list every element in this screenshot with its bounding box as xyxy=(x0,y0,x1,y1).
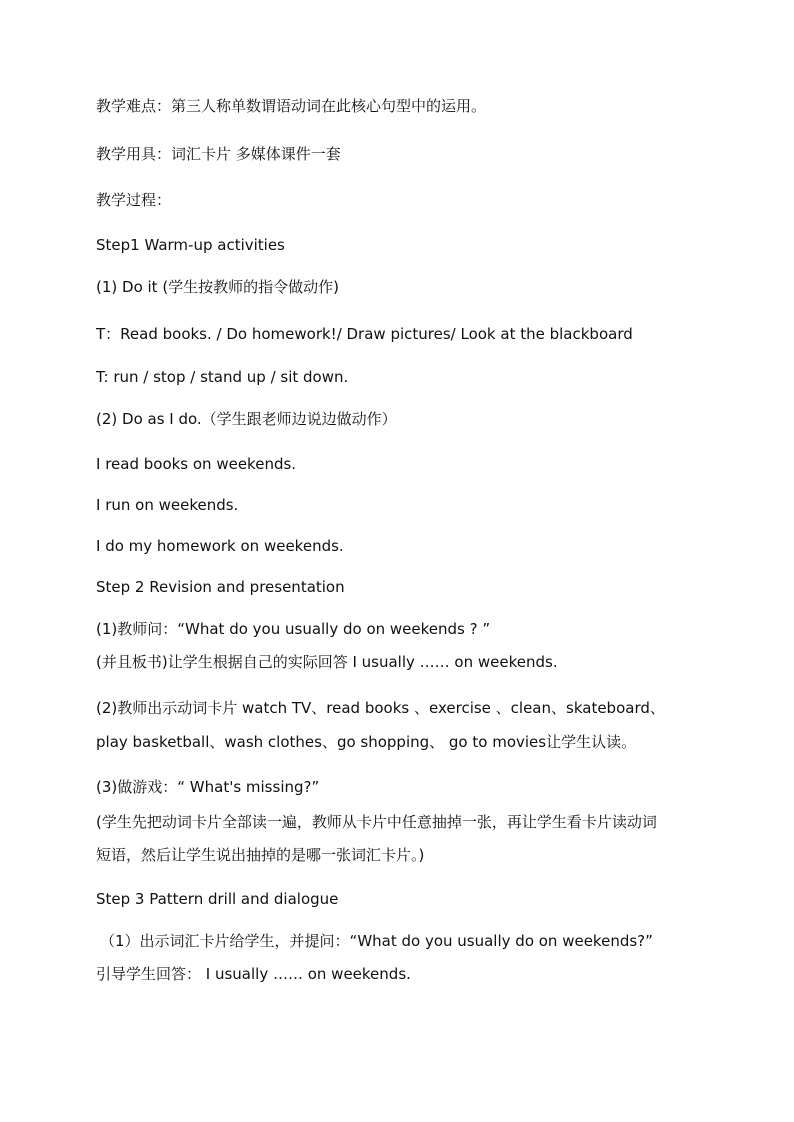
step3-heading: Step 3 Pattern drill and dialogue xyxy=(96,890,339,908)
step2-item3-desc-line1: (学生先把动词卡片全部读一遍，教师从卡片中任意抽掉一张，再让学生看卡片读动词 xyxy=(96,813,657,831)
teaching-aids: 教学用具：词汇卡片 多媒体课件一套 xyxy=(96,145,341,163)
example-sentence-2: I run on weekends. xyxy=(96,496,239,514)
step2-item3-desc-line2: 短语，然后让学生说出抽掉的是哪一张词汇卡片。) xyxy=(96,846,425,864)
step2-heading: Step 2 Revision and presentation xyxy=(96,578,345,596)
example-sentence-1: I read books on weekends. xyxy=(96,455,297,473)
example-sentence-3: I do my homework on weekends. xyxy=(96,537,344,555)
step3-item1-question: （1）出示词汇卡片给学生，并提问：“What do you usually do on weekends?” xyxy=(100,932,653,950)
teaching-process-heading: 教学过程： xyxy=(96,191,172,209)
step1-item2: (2) Do as I do.（学生跟老师边说边做动作） xyxy=(96,410,397,428)
step2-item2-line2: play basketball、wash clothes、go shopping、 go to movies让学生认读。 xyxy=(96,733,637,751)
step2-item3-game: (3)做游戏：“ What's missing?” xyxy=(96,778,320,796)
step2-item1-question: (1)教师问：“What do you usually do on weekends ? ” xyxy=(96,620,491,638)
step1-commands-line1: T：Read books. / Do homework!/ Draw pictures/ Look at the blackboard xyxy=(96,325,633,343)
step2-item1-answer: (并且板书)让学生根据自己的实际回答 I usually …… on weekends. xyxy=(96,653,558,671)
step2-item2-line1: (2)教师出示动词卡片 watch TV、read books 、exercise 、clean、skateboard、 xyxy=(96,699,665,717)
step1-heading: Step1 Warm-up activities xyxy=(96,236,285,254)
step3-item1-answer: 引导学生回答： I usually …… on weekends. xyxy=(96,965,411,983)
step1-commands-line2: T: run / stop / stand up / sit down. xyxy=(96,368,349,386)
step1-item1: (1) Do it (学生按教师的指令做动作) xyxy=(96,278,340,296)
teaching-difficulty: 教学难点：第三人称单数谓语动词在此核心句型中的运用。 xyxy=(96,97,487,115)
